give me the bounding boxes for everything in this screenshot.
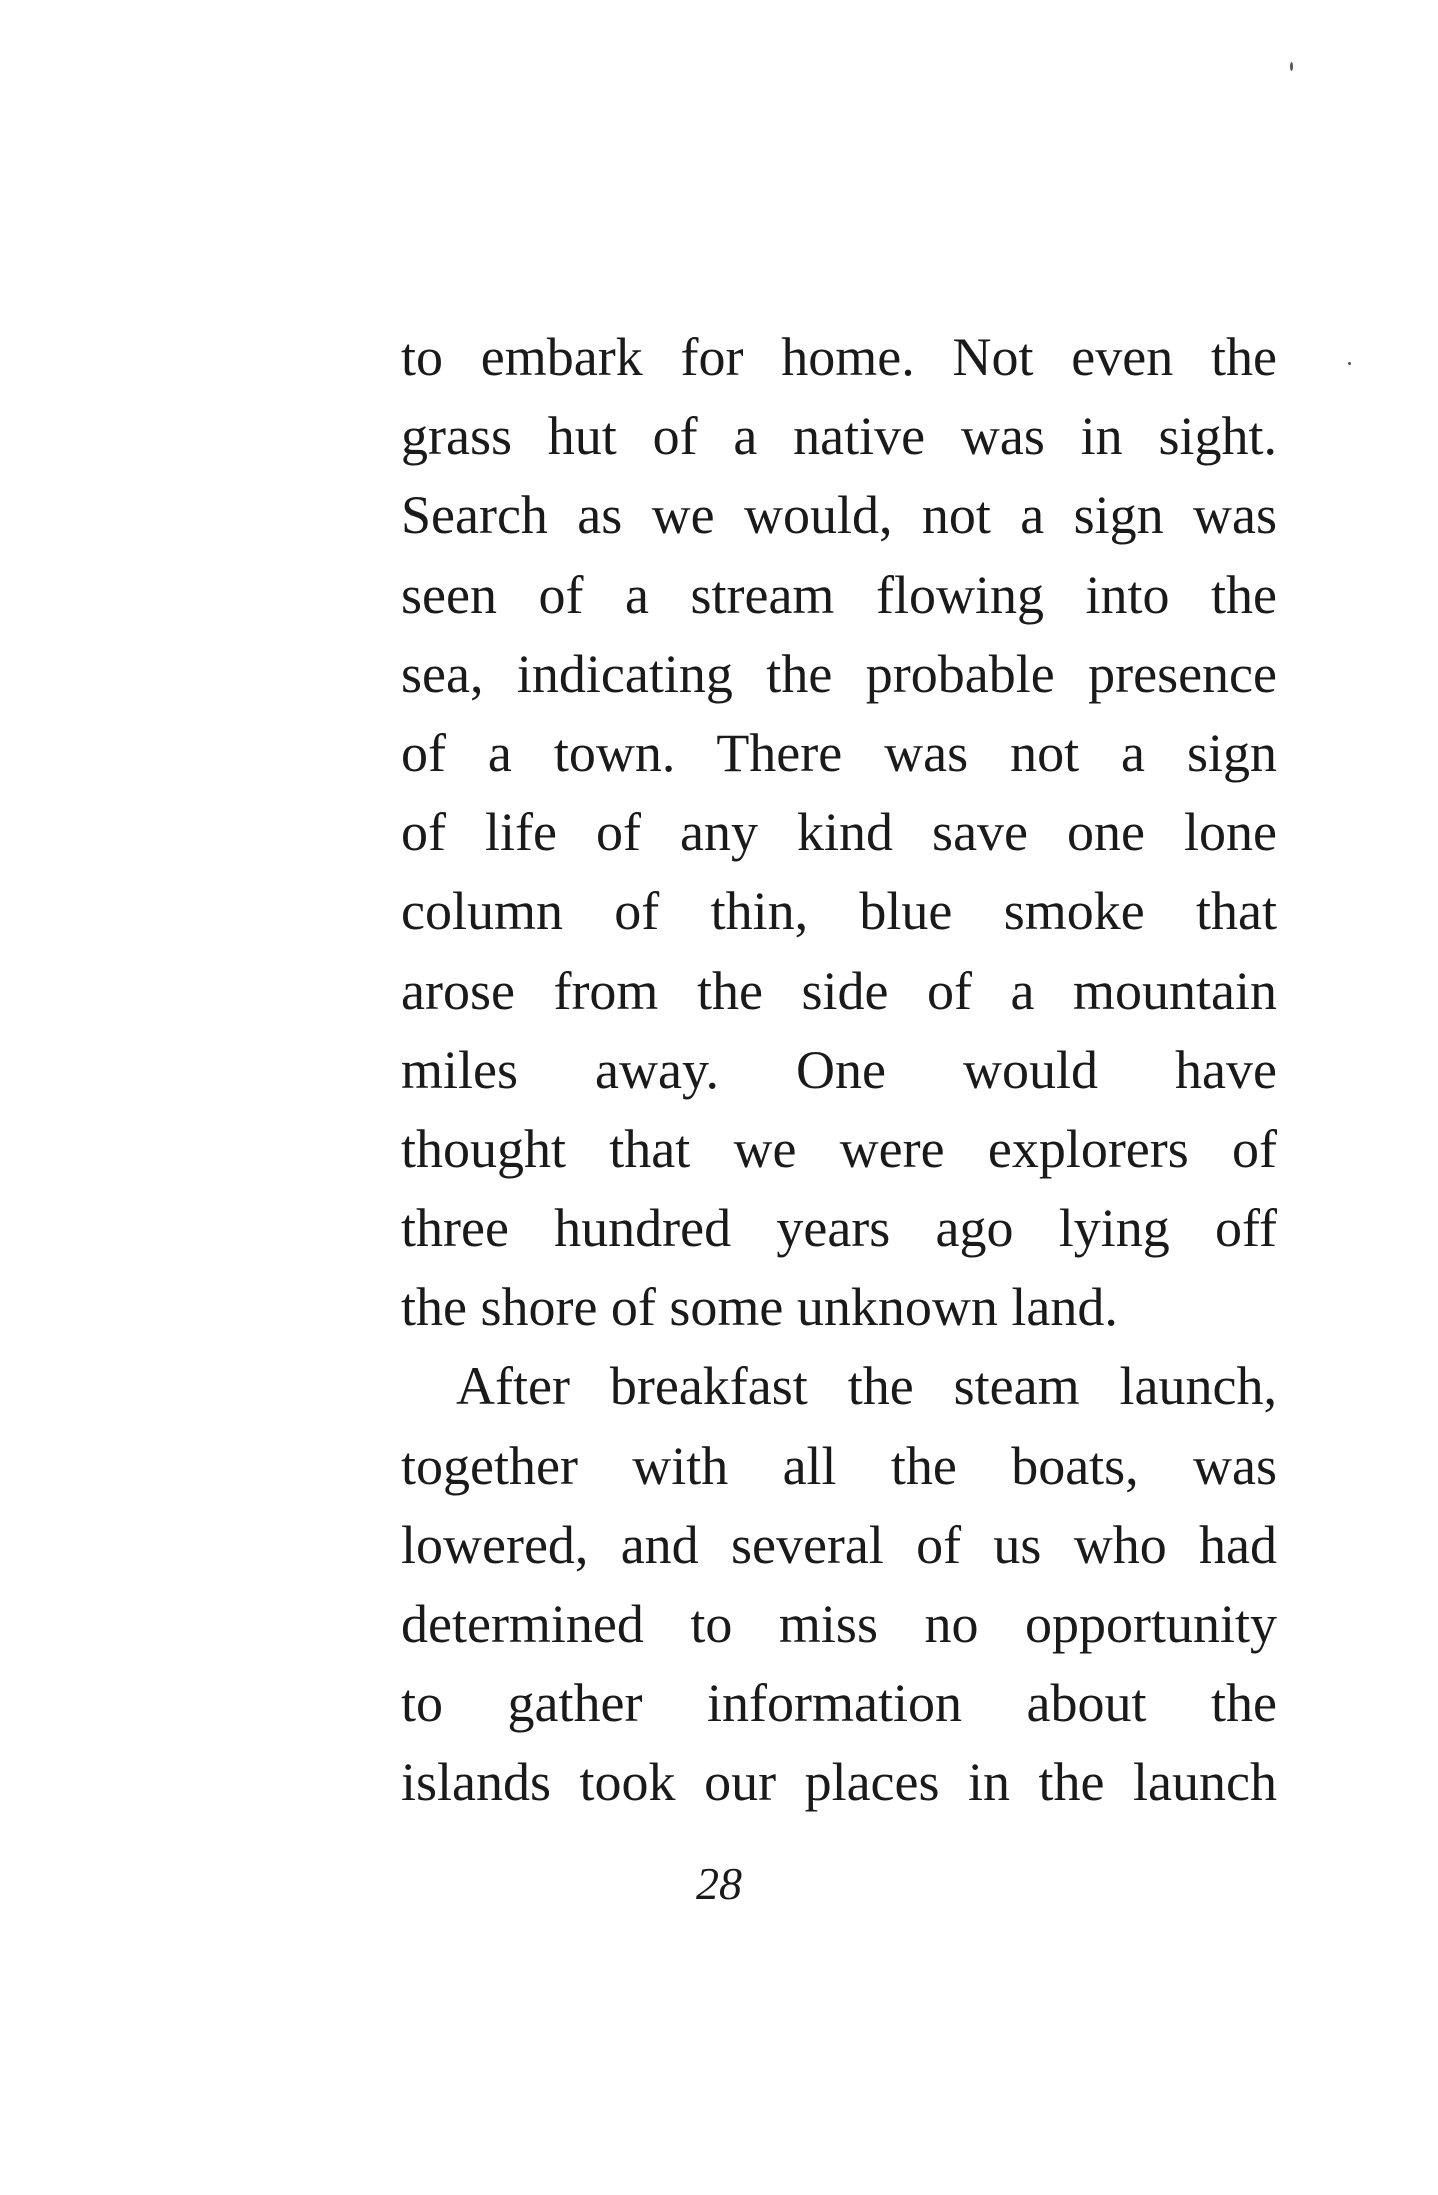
- text-line: column of thin, blue smoke that: [401, 881, 1277, 942]
- text-line: of life of any kind save one lone: [401, 802, 1277, 863]
- text-line: grass hut of a native was in sight.: [401, 406, 1277, 467]
- text-line: of a town. There was not a sign: [401, 722, 1277, 783]
- scan-speck: [1348, 362, 1351, 365]
- text-line: to embark for home. Not even the: [401, 327, 1277, 387]
- text-line: After breakfast the steam launch,: [456, 1356, 1277, 1417]
- text-line: to gather information about the: [401, 1673, 1277, 1734]
- text-line: the shore of some unknown land.: [401, 1277, 1118, 1338]
- paragraph: [401, 318, 1277, 1347]
- text-line: three hundred years ago lying off: [401, 1198, 1277, 1259]
- text-line: lowered, and several of us who had: [401, 1514, 1277, 1575]
- text-line: arose from the side of a mountain: [401, 960, 1277, 1021]
- page-number: 28: [696, 1858, 742, 1909]
- text-line: seen of a stream flowing into the: [401, 564, 1277, 625]
- body-text: [401, 318, 1277, 1823]
- text-line: determined to miss no opportunity: [401, 1594, 1277, 1654]
- text-line: together with all the boats, was: [401, 1435, 1277, 1496]
- text-line: Search as we would, not a sign was: [401, 485, 1277, 546]
- text-line: miles away. One would have: [401, 1039, 1277, 1100]
- text-line: islands took our places in the launch: [401, 1752, 1277, 1813]
- text-line: thought that we were explorers of: [401, 1118, 1277, 1179]
- paragraph: [401, 1347, 1277, 1822]
- text-line: sea, indicating the probable presence: [401, 643, 1277, 704]
- scan-speck: [1290, 62, 1293, 71]
